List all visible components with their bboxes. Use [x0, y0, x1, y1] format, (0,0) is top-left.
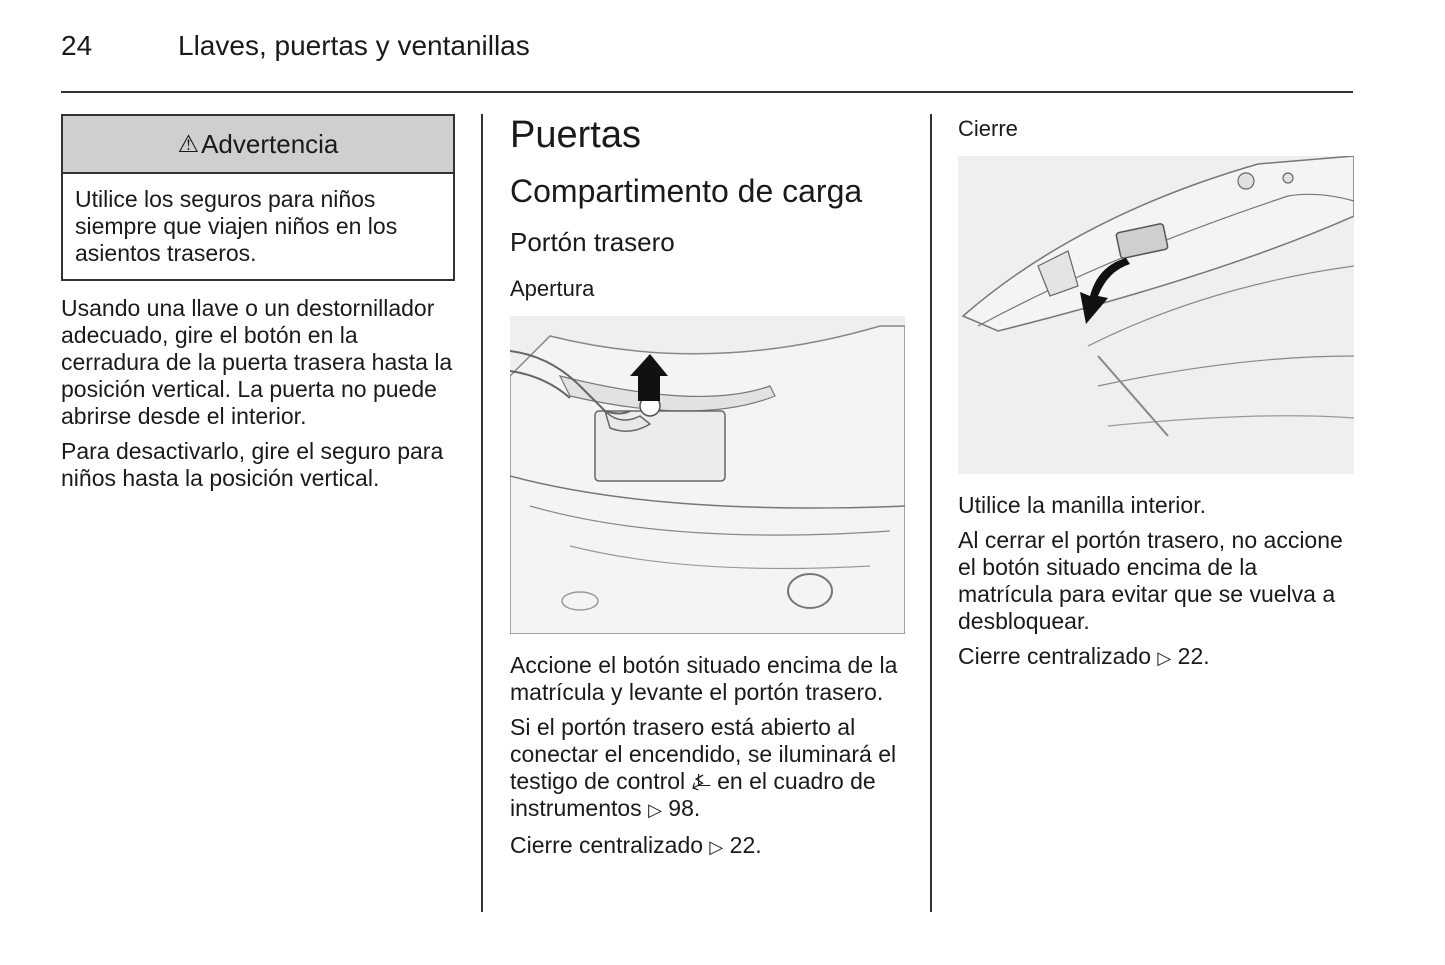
- page-reference: 22: [1177, 643, 1204, 669]
- paragraph: Al cerrar el portón trasero, no accione el botón situado encima de la matrícula para evitar que se vuelva a desbloquear.: [958, 527, 1343, 634]
- paragraph: Usando una llave o un destornillador adecuado, gire el botón en la cerradura de la puerta trasera hasta la posición vertical. La puerta no puede abrirse desde el interior.: [61, 295, 453, 429]
- chapter-title: Llaves, puertas y ventanillas: [178, 30, 530, 61]
- paragraph: [510, 832, 910, 861]
- page-reference: 98: [668, 795, 694, 821]
- tailgate-closing-illustration: [958, 156, 1354, 474]
- paragraph-text: Cierre centralizado: [510, 832, 704, 858]
- section-title: Puertas: [510, 114, 641, 156]
- tailgate-opening-drawing: [510, 316, 905, 634]
- period: .: [755, 832, 762, 858]
- page-reference-icon: ▷: [1157, 648, 1172, 668]
- subsubsection-title: Portón trasero: [510, 227, 675, 257]
- subsection-title: Compartimento de carga: [510, 173, 863, 209]
- middle-column: [510, 114, 910, 869]
- cierre-heading: Cierre: [958, 116, 1018, 141]
- left-column: [61, 114, 457, 500]
- paragraph: [958, 643, 1354, 672]
- column-divider: [481, 114, 483, 912]
- header-divider: [61, 91, 1353, 93]
- tailgate-opening-illustration: [510, 316, 905, 634]
- paragraph: Accione el botón situado encima de la matrícula y levante el portón trasero.: [510, 652, 898, 705]
- warning-triangle-icon: ⚠: [177, 130, 200, 158]
- paragraph-text: Si el portón trasero está abierto al conectar el encendido, se iluminará el testigo de control: [510, 714, 897, 794]
- page-reference-icon: ▷: [709, 837, 724, 857]
- tailgate-closing-drawing: [958, 156, 1354, 474]
- page-reference: 22: [729, 832, 756, 858]
- warning-box: [61, 114, 455, 281]
- period: .: [1203, 643, 1210, 669]
- right-column: [958, 114, 1354, 680]
- column-divider: [930, 114, 932, 912]
- page-number: 24: [61, 30, 93, 61]
- paragraph: [510, 714, 910, 824]
- paragraph-text: Cierre centralizado: [958, 643, 1152, 669]
- page-reference-icon: ▷: [648, 800, 662, 820]
- warning-title: Advertencia: [201, 128, 339, 159]
- paragraph: Para desactivarlo, gire el seguro para niños hasta la posición vertical.: [61, 438, 444, 491]
- open-tailgate-warning-icon: ⍼: [691, 769, 711, 794]
- paragraph: Utilice la manilla interior.: [958, 492, 1206, 518]
- warning-header: [63, 116, 453, 174]
- period: .: [693, 795, 701, 821]
- warning-text: Utilice los seguros para niños siempre que viajen niños en los asientos traseros.: [75, 186, 398, 266]
- apertura-heading: Apertura: [510, 276, 595, 301]
- paragraph-text: en el cuadro de instrumentos: [510, 768, 876, 821]
